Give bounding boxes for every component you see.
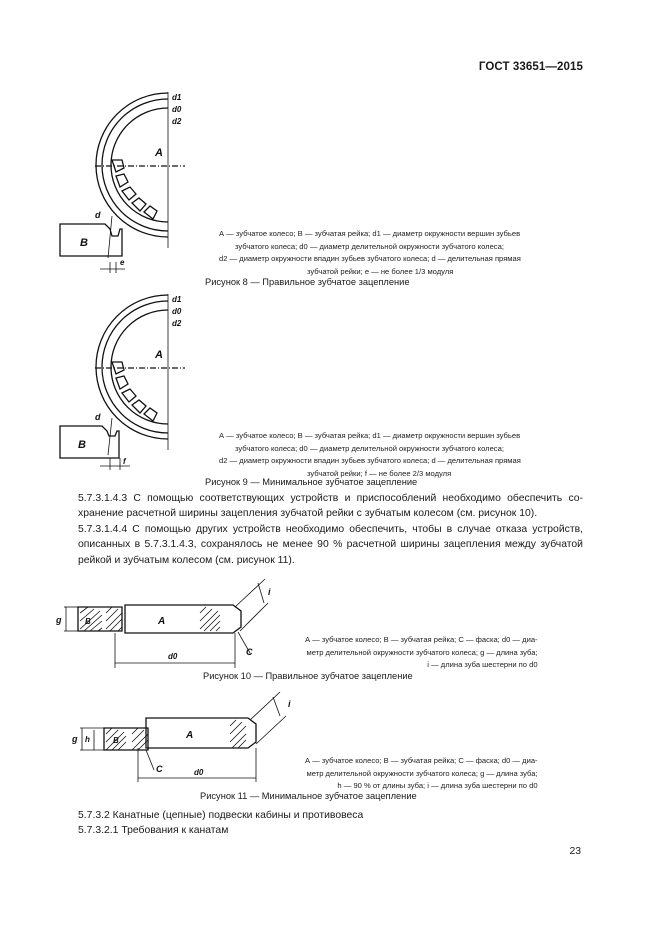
- figure-10-legend: [305, 634, 538, 672]
- body-paragraphs: [78, 491, 583, 568]
- figure-8-label-d0: d0: [172, 105, 182, 114]
- legend-line: h — 90 % от длины зуба; i — длина зуба шестерни по d0: [337, 781, 538, 791]
- figure-8-label-e: e: [120, 258, 125, 267]
- figure-10-drawing: [50, 575, 280, 670]
- document-header: ГОСТ 33651—2015: [478, 61, 583, 73]
- legend-line: А — зубчатое колесо; В — зубчатая рейка; d1 — диаметр окружности вершин зубьев: [219, 229, 521, 238]
- paragraph: 5.7.3.1.4.4 С помощью других устройств необходимо обеспечить, чтобы в случае отказа устройств, описанных в 5.7.3.1.4.3, сохранялось не менее 90 % расчетной ширины зацепления между зубчатой рейкой и зубчатым колесом (см. рисунок 11).: [78, 523, 583, 566]
- figure-8-drawing: [50, 88, 200, 273]
- legend-line: метр делительной окружности зубчатого колеса; g — длина зуба;: [306, 768, 538, 778]
- legend-line: зубчатого колеса; d0 — диаметр делительной окружности зубчатого колеса;: [235, 443, 504, 453]
- figure-9-legend: [219, 430, 521, 480]
- figure-8-caption: Рисунок 8 — Правильное зубчатое зацепление: [205, 277, 410, 287]
- figure-9-label-d0: d0: [172, 307, 182, 316]
- figure-9-drawing: [50, 290, 200, 470]
- figure-10-label-i: i: [268, 587, 271, 597]
- figure-8-label-b: B: [80, 237, 88, 249]
- figure-8-label-d: d: [95, 210, 101, 220]
- legend-line: зубчатой рейки; f — не более 2/3 модуля: [307, 468, 452, 478]
- figure-9-label-d1: d1: [172, 295, 182, 304]
- figure-11-caption: Рисунок 11 — Минимальное зубчатое зацепление: [200, 791, 417, 801]
- figure-9-label-d: d: [95, 412, 101, 422]
- section-heading: 5.7.3.2.1 Требования к канатам: [78, 825, 229, 836]
- figure-9-label-b: B: [78, 439, 86, 451]
- figure-11-drawing: [66, 692, 301, 784]
- section-heading: 5.7.3.2 Канатные (цепные) подвески кабины и противовеса: [78, 810, 364, 821]
- legend-line: А — зубчатое колесо; В — зубчатая рейка; d1 — диаметр окружности вершин зубьев: [219, 431, 521, 440]
- figure-11-label-a: A: [186, 730, 194, 741]
- figure-9-caption: Рисунок 9 — Минимальное зубчатое зацепление: [205, 477, 418, 487]
- figure-10-label-g: g: [56, 615, 62, 625]
- figure-9-label-a: A: [155, 349, 163, 361]
- legend-line: d2 — диаметр окружности впадин зубьев зубчатого колеса; d — делительная прямая: [219, 254, 521, 264]
- figure-11-label-b: B: [113, 736, 119, 745]
- figure-10-label-b: B: [85, 617, 91, 626]
- legend-line: зубчатого колеса; d0 — диаметр делительной окружности зубчатого колеса;: [235, 241, 504, 251]
- figure-8-label-d2: d2: [172, 117, 182, 126]
- legend-line: d2 — диаметр окружности впадин зубьев зубчатого колеса; d — делительная прямая: [219, 456, 521, 466]
- figure-11-label-i: i: [288, 699, 291, 709]
- legend-line: А — зубчатое колесо; В — зубчатая рейка; С — фаска; d0 — диа-: [305, 756, 538, 765]
- figure-11-label-c: C: [156, 764, 163, 774]
- figure-11-label-d0: d0: [194, 768, 204, 777]
- figure-8-label-d1: d1: [172, 93, 182, 102]
- figure-11-label-h: h: [85, 735, 90, 744]
- figure-9-label-d2: d2: [172, 319, 182, 328]
- figure-10-caption: Рисунок 10 — Правильное зубчатое зацепление: [203, 671, 413, 681]
- figure-8-label-a: A: [155, 147, 163, 159]
- legend-line: i — длина зуба шестерни по d0: [427, 660, 538, 670]
- paragraph: 5.7.3.1.4.3 С помощью соответствующих устройств и приспособлений необходимо обеспечить со-хранение расчетной ширины зацепления зубчатой рейки с зубчатым колесом (см. рисунок 10).: [78, 493, 583, 520]
- figure-10-label-d0: d0: [168, 652, 178, 661]
- legend-line: А — зубчатое колесо; В — зубчатая рейка; С — фаска; d0 — диа-: [305, 635, 538, 644]
- legend-line: метр делительной окружности зубчатого колеса; g — длина зуба;: [306, 647, 538, 657]
- figure-8-legend: [219, 228, 521, 278]
- figure-9-label-f: f: [123, 457, 126, 466]
- figure-10-label-a: A: [158, 616, 166, 627]
- legend-line: зубчатой рейки; e — не более 1/3 модуля: [307, 266, 454, 276]
- page-number: 23: [569, 846, 581, 857]
- figure-11-label-g: g: [72, 734, 78, 744]
- figure-11-legend: [305, 755, 538, 793]
- figure-10-label-c: C: [246, 647, 253, 657]
